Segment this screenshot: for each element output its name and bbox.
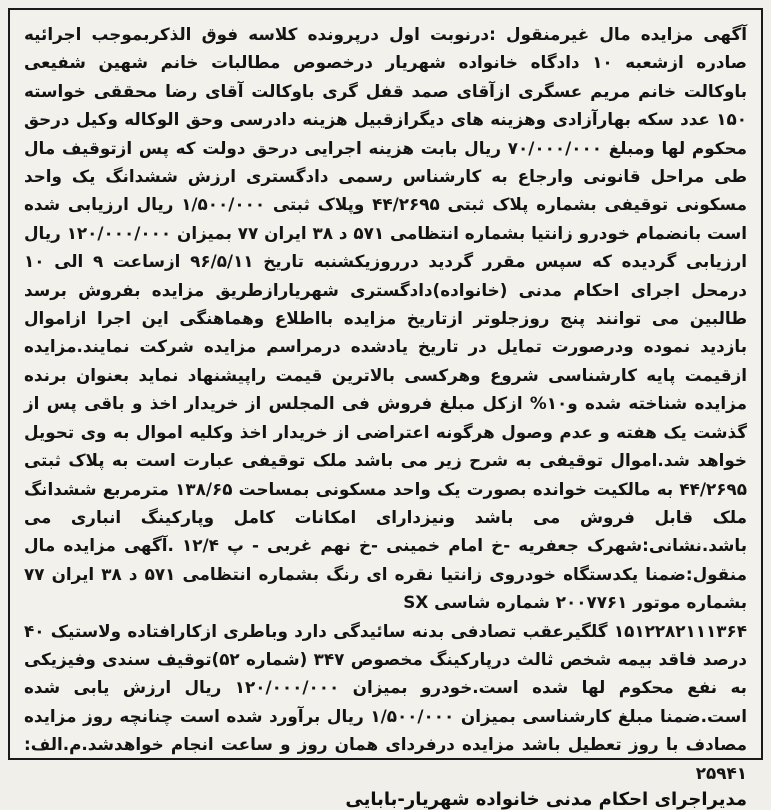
auction-notice xyxy=(8,8,763,810)
notice-body xyxy=(24,20,747,787)
notice-signature: مدیراجرای احکام مدنی خانواده شهریار-بابایی xyxy=(345,788,747,810)
notice-paragraph-vehicle: ۱۵۱۲۲۸۲۱۱۱۳۶۴ گلگیرعقب تصادفی بدنه سائیدگی دارد وباطری ازکارافتاده ولاستیک ۴۰ درصد فاقد بیمه شخص ثالث درپارکینگ مخصوص ۳۴۷ (شماره ۵۲)توقیف سندی وفیزیکی به نفع محکوم لها شده است.خودرو بمیزان ۱۲۰/۰۰۰/۰۰۰ ریال ارزش یابی شده است.ضمنا مبلغ کارشناسی بمیزان ۱/۵۰۰/۰۰۰ ریال برآورد شده است چنانچه روز مزایده مصادف با روز تعطیل باشد مزایده درفردای همان روز و ساعت انجام خواهدشد.م.الف: ۲۵۹۴۱ xyxy=(24,620,747,783)
notice-paragraph-main: آگهی مزایده مال غیرمنقول :درنوبت اول درپرونده کلاسه فوق الذکربموجب اجرائیه صادره ازشعبه ۱۰ دادگاه خانواده شهریار درخصوص مطالبات خانم شهین شفیعی باوکالت خانم مریم عسگری ازآقای صمد قفل گری باوکالت آقای رضا محققی خواسته ۱۵۰ عدد سکه بهارآزادی وهزینه های دیگرازقبیل هزینه دادرسی وحق الوکاله وکیل درحق محکوم لها ومبلغ ۷۰/۰۰۰/۰۰۰ ریال بابت هزینه اجرایی درحق دولت که پس ازتوقیف مال طی مراحل قانونی وارجاع به کارشناس رسمی دادگستری ارزش ششدانگ یک واحد مسکونی توقیفی بشماره پلاک ثبتی ۴۴/۲۶۹۵ وپلاک ثبتی ۱/۵۰۰/۰۰۰ ریال ارزیابی شده است بانضمام خودرو زانتیا بشماره انتظامی ۵۷۱ د ۳۸ ایران ۷۷ بمیزان ۱۲۰/۰۰۰/۰۰۰ ریال ارزیابی گردیده که سپس مقرر گردید درروزیکشنبه تاریخ ۹۶/۵/۱۱ ازساعت ۹ الی ۱۰ درمحل اجرای احکام مدنی (خانواده)دادگستری شهریارازطریق مزایده بفروش برسد طالبین می توانند پنج روزجلوتر ازتاریخ مزایده بااطلاع وهماهنگی این اجرا ازاموال بازدید نموده ودرصورت تمایل در تاریخ یادشده درمراسم مزایده شرکت نمایند.مزایده ازقیمت پایه کارشناسی شروع وهرکسی بالاترین قیمت راپیشنهاد نماید بعنوان برنده مزایده شناخته شده و۱۰% ازکل مبلغ فروش فی المجلس از خریدار اخذ و باقی پس از گذشت یک هفته و عدم وصول هرگونه اعتراضی از خریدار اخذ وکلیه اموال به وی تحویل خواهد شد.اموال توقیفی به شرح زیر می باشد ملک توقیفی عبارت است به پلاک ثبتی ۴۴/۲۶۹۵ به مالکیت خوانده بصورت یک واحد مسکونی بمساحت ۱۳۸/۶۵ مترمربع ششدانگ ملک قابل فروش می باشد ونیزدارای امکانات کامل وپارکینگ انباری می باشد.نشانی:شهرک جعفریه -خ امام خمینی -خ نهم غربی - پ ۱۲/۴ .آگهی مزایده مال منقول:ضمنا یکدستگاه خودروی زانتیا نقره ای رنگ بشماره انتظامی ۵۷۱ د ۳۸ ایران ۷۷ بشماره موتور ۲۰۰۷۷۶۱ شماره شاسی SX xyxy=(24,24,748,613)
